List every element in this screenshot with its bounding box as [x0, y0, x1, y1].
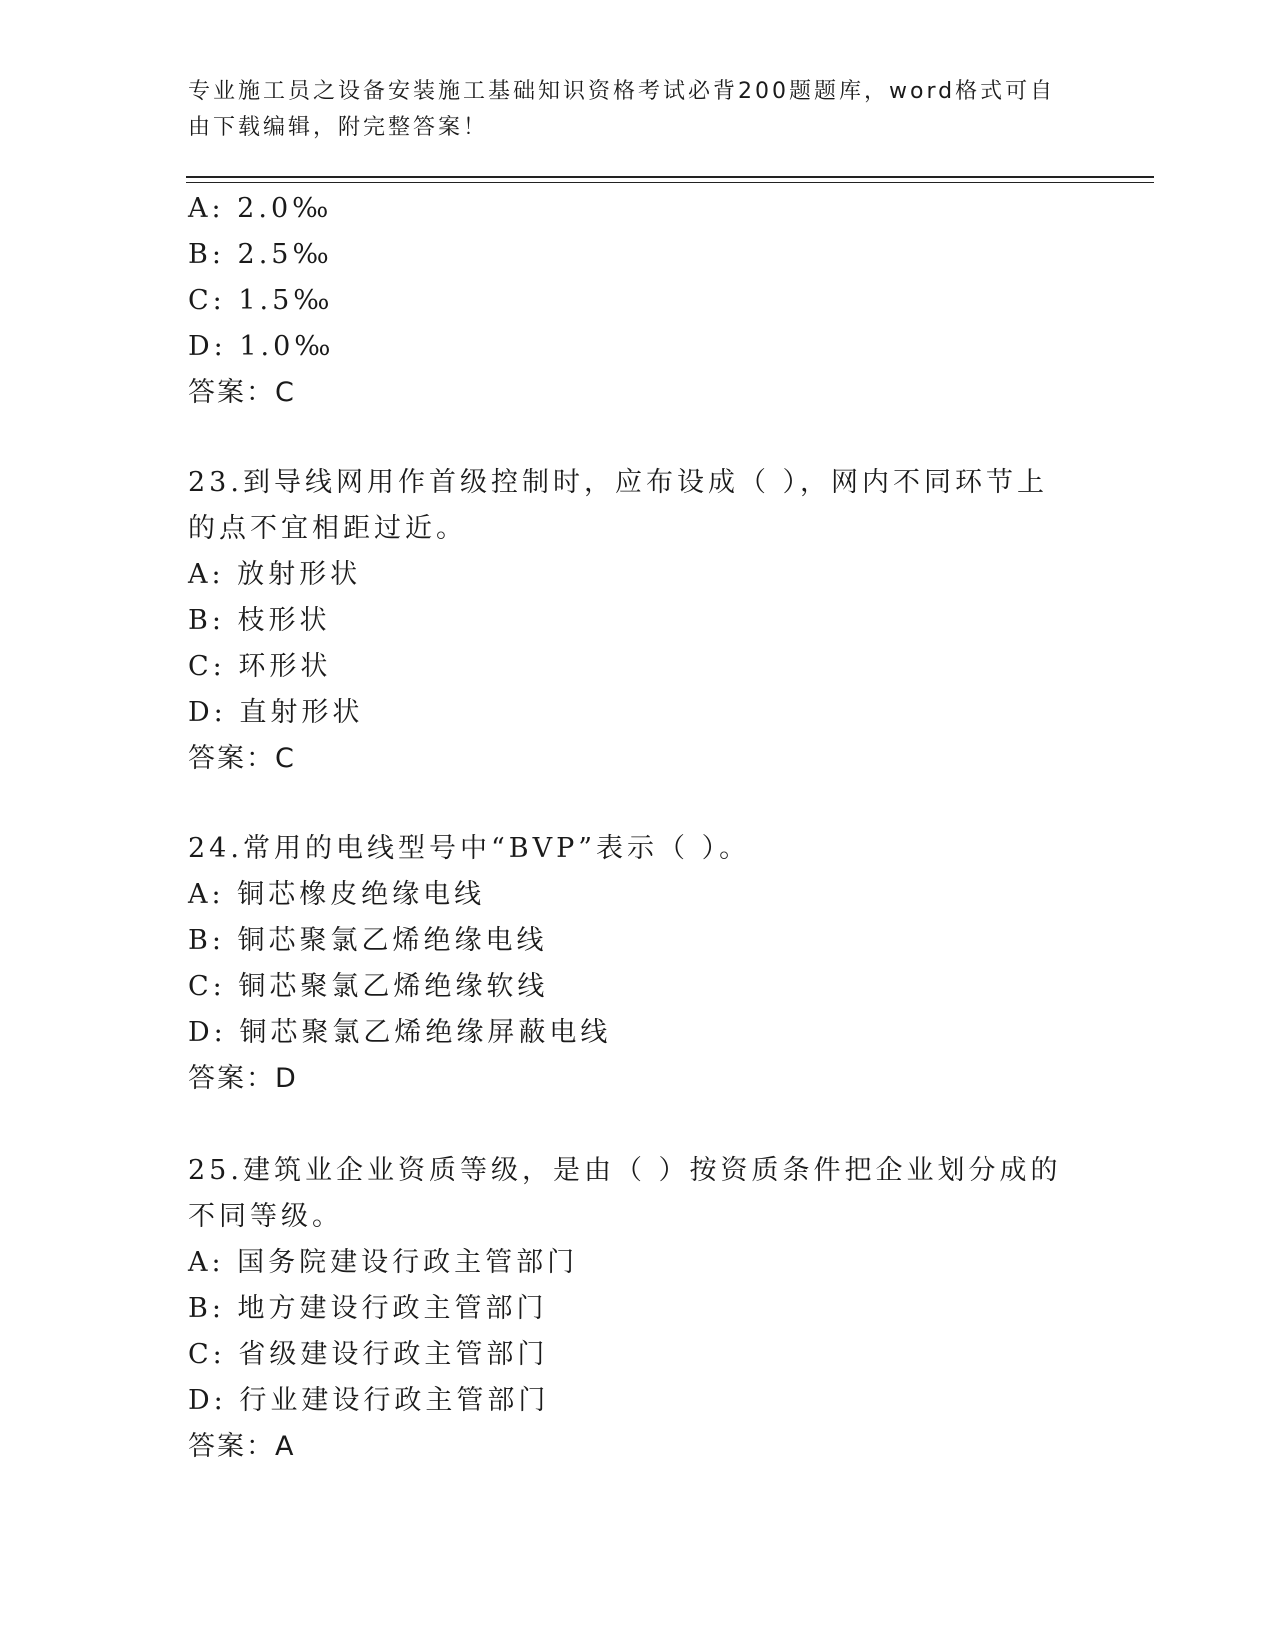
option-c: C: 环形状 — [188, 651, 332, 682]
option-b: B: 枝形状 — [188, 605, 331, 636]
question-25 — [188, 1148, 1068, 1470]
option-d: D: 直射形状 — [188, 697, 364, 728]
option-d: D: 铜芯聚氯乙烯绝缘屏蔽电线 — [188, 1017, 612, 1048]
option-a: A: 国务院建设行政主管部门 — [188, 1247, 579, 1278]
answer: 答案：C — [188, 377, 296, 408]
answer: 答案：D — [188, 1063, 298, 1094]
option-d: D: 行业建设行政主管部门 — [188, 1385, 550, 1416]
option-d: D: 1.0‰ — [188, 331, 335, 362]
option-a: A: 放射形状 — [188, 559, 362, 590]
option-b: B: 地方建设行政主管部门 — [188, 1293, 548, 1324]
answer: 答案：C — [188, 743, 296, 774]
answer: 答案：A — [188, 1431, 296, 1462]
question-23 — [188, 460, 1068, 782]
option-b: B: 2.5‰ — [188, 239, 333, 270]
option-b: B: 铜芯聚氯乙烯绝缘电线 — [188, 925, 548, 956]
option-a: A: 2.0‰ — [188, 193, 333, 224]
header-divider — [186, 176, 1154, 178]
question-text: 23.到导线网用作首级控制时，应布设成（ ），网内不同环节上的点不宜相距过近。 — [188, 467, 1049, 544]
option-c: C: 1.5‰ — [188, 285, 334, 316]
question-24 — [188, 826, 1068, 1102]
option-a: A: 铜芯橡皮绝缘电线 — [188, 879, 486, 910]
option-c: C: 铜芯聚氯乙烯绝缘软线 — [188, 971, 549, 1002]
header-divider-thin — [186, 182, 1154, 183]
option-c: C: 省级建设行政主管部门 — [188, 1339, 549, 1370]
document-header: 专业施工员之设备安装施工基础知识资格考试必背200题题库，word格式可自由下载编辑，附完整答案！ — [188, 79, 1056, 140]
question-text: 25.建筑业企业资质等级，是由（ ）按资质条件把企业划分成的不同等级。 — [188, 1155, 1062, 1232]
question-text: 24.常用的电线型号中“BVP”表示（ ）。 — [188, 833, 751, 864]
question-22 — [188, 186, 1068, 416]
